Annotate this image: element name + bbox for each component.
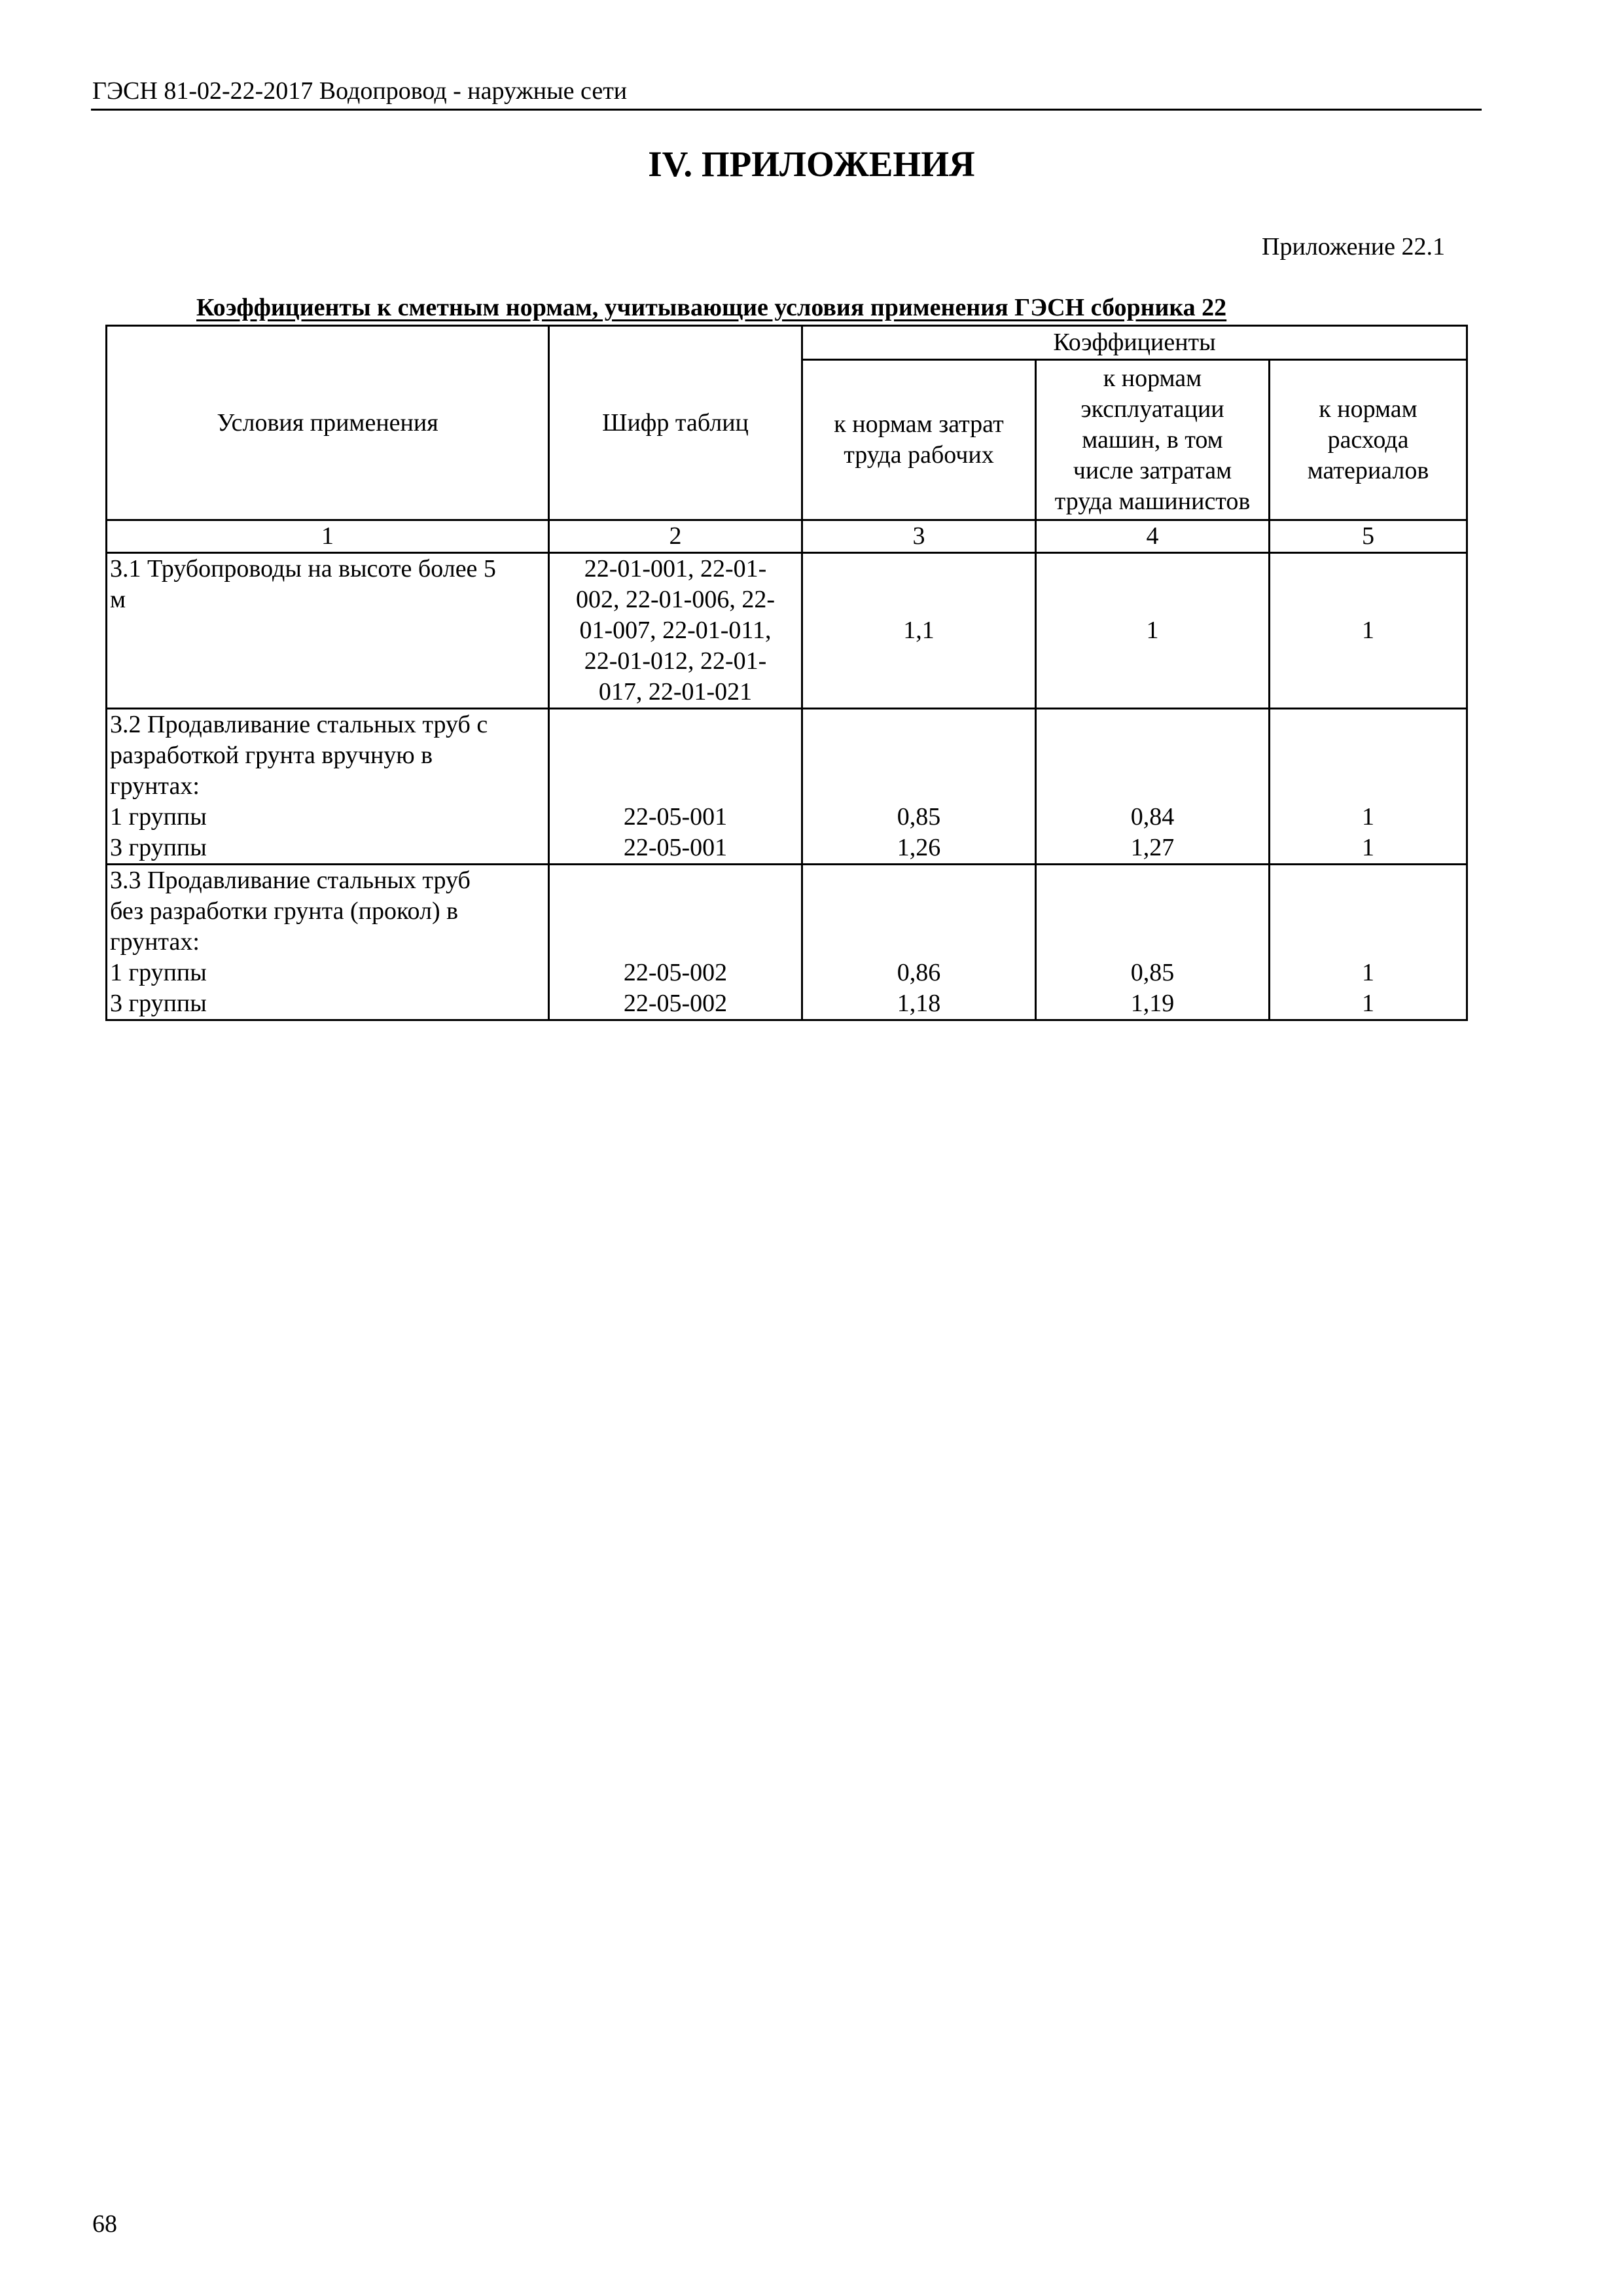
machines-coefficient: 0,84 1,27 <box>1036 709 1270 865</box>
table-row <box>107 553 1467 709</box>
coefficients-table <box>105 325 1468 1021</box>
labor-coefficient: 1,1 <box>802 553 1036 709</box>
column-number: 4 <box>1036 520 1270 553</box>
table-row <box>107 709 1467 865</box>
codes-cell: 22-05-001 22-05-001 <box>549 709 802 865</box>
column-number: 2 <box>549 520 802 553</box>
header-rule <box>91 109 1482 111</box>
codes-cell: 22-01-001, 22-01- 002, 22-01-006, 22- 01-007, 22-01-011, 22-01-012, 22-01- 017, 22-01-021 <box>549 553 802 709</box>
running-header: ГЭСН 81-02-22-2017 Водопровод - наружные сети <box>92 77 628 105</box>
header-coefficients: Коэффициенты <box>802 326 1467 360</box>
table-caption: Коэффициенты к сметным нормам, учитывающие условия применения ГЭСН сборника 22 <box>196 294 1227 321</box>
materials-coefficient: 1 1 <box>1270 865 1467 1020</box>
page-number: 68 <box>92 2210 117 2238</box>
materials-coefficient: 1 <box>1270 553 1467 709</box>
machines-coefficient: 1 <box>1036 553 1270 709</box>
column-number: 3 <box>802 520 1036 553</box>
section-title: IV. ПРИЛОЖЕНИЯ <box>648 144 975 184</box>
column-number: 5 <box>1270 520 1467 553</box>
labor-coefficient: 0,85 1,26 <box>802 709 1036 865</box>
condition-cell: 3.1 Трубопроводы на высоте более 5 м <box>107 553 549 709</box>
header-conditions: Условия применения <box>107 326 549 520</box>
appendix-number: Приложение 22.1 <box>1262 233 1445 260</box>
header-labor: к нормам затрат труда рабочих <box>802 360 1036 520</box>
codes-cell: 22-05-002 22-05-002 <box>549 865 802 1020</box>
header-materials: к нормам расхода материалов <box>1270 360 1467 520</box>
machines-coefficient: 0,85 1,19 <box>1036 865 1270 1020</box>
header-machines: к нормам эксплуатации машин, в том числе затратам труда машинистов <box>1036 360 1270 520</box>
condition-cell: 3.2 Продавливание стальных труб с разработкой грунта вручную в грунтах: 1 группы 3 группы <box>107 709 549 865</box>
labor-coefficient: 0,86 1,18 <box>802 865 1036 1020</box>
table-row <box>107 865 1467 1020</box>
column-number: 1 <box>107 520 549 553</box>
materials-coefficient: 1 1 <box>1270 709 1467 865</box>
header-table-code: Шифр таблиц <box>549 326 802 520</box>
condition-cell: 3.3 Продавливание стальных труб без разработки грунта (прокол) в грунтах: 1 группы 3 группы <box>107 865 549 1020</box>
